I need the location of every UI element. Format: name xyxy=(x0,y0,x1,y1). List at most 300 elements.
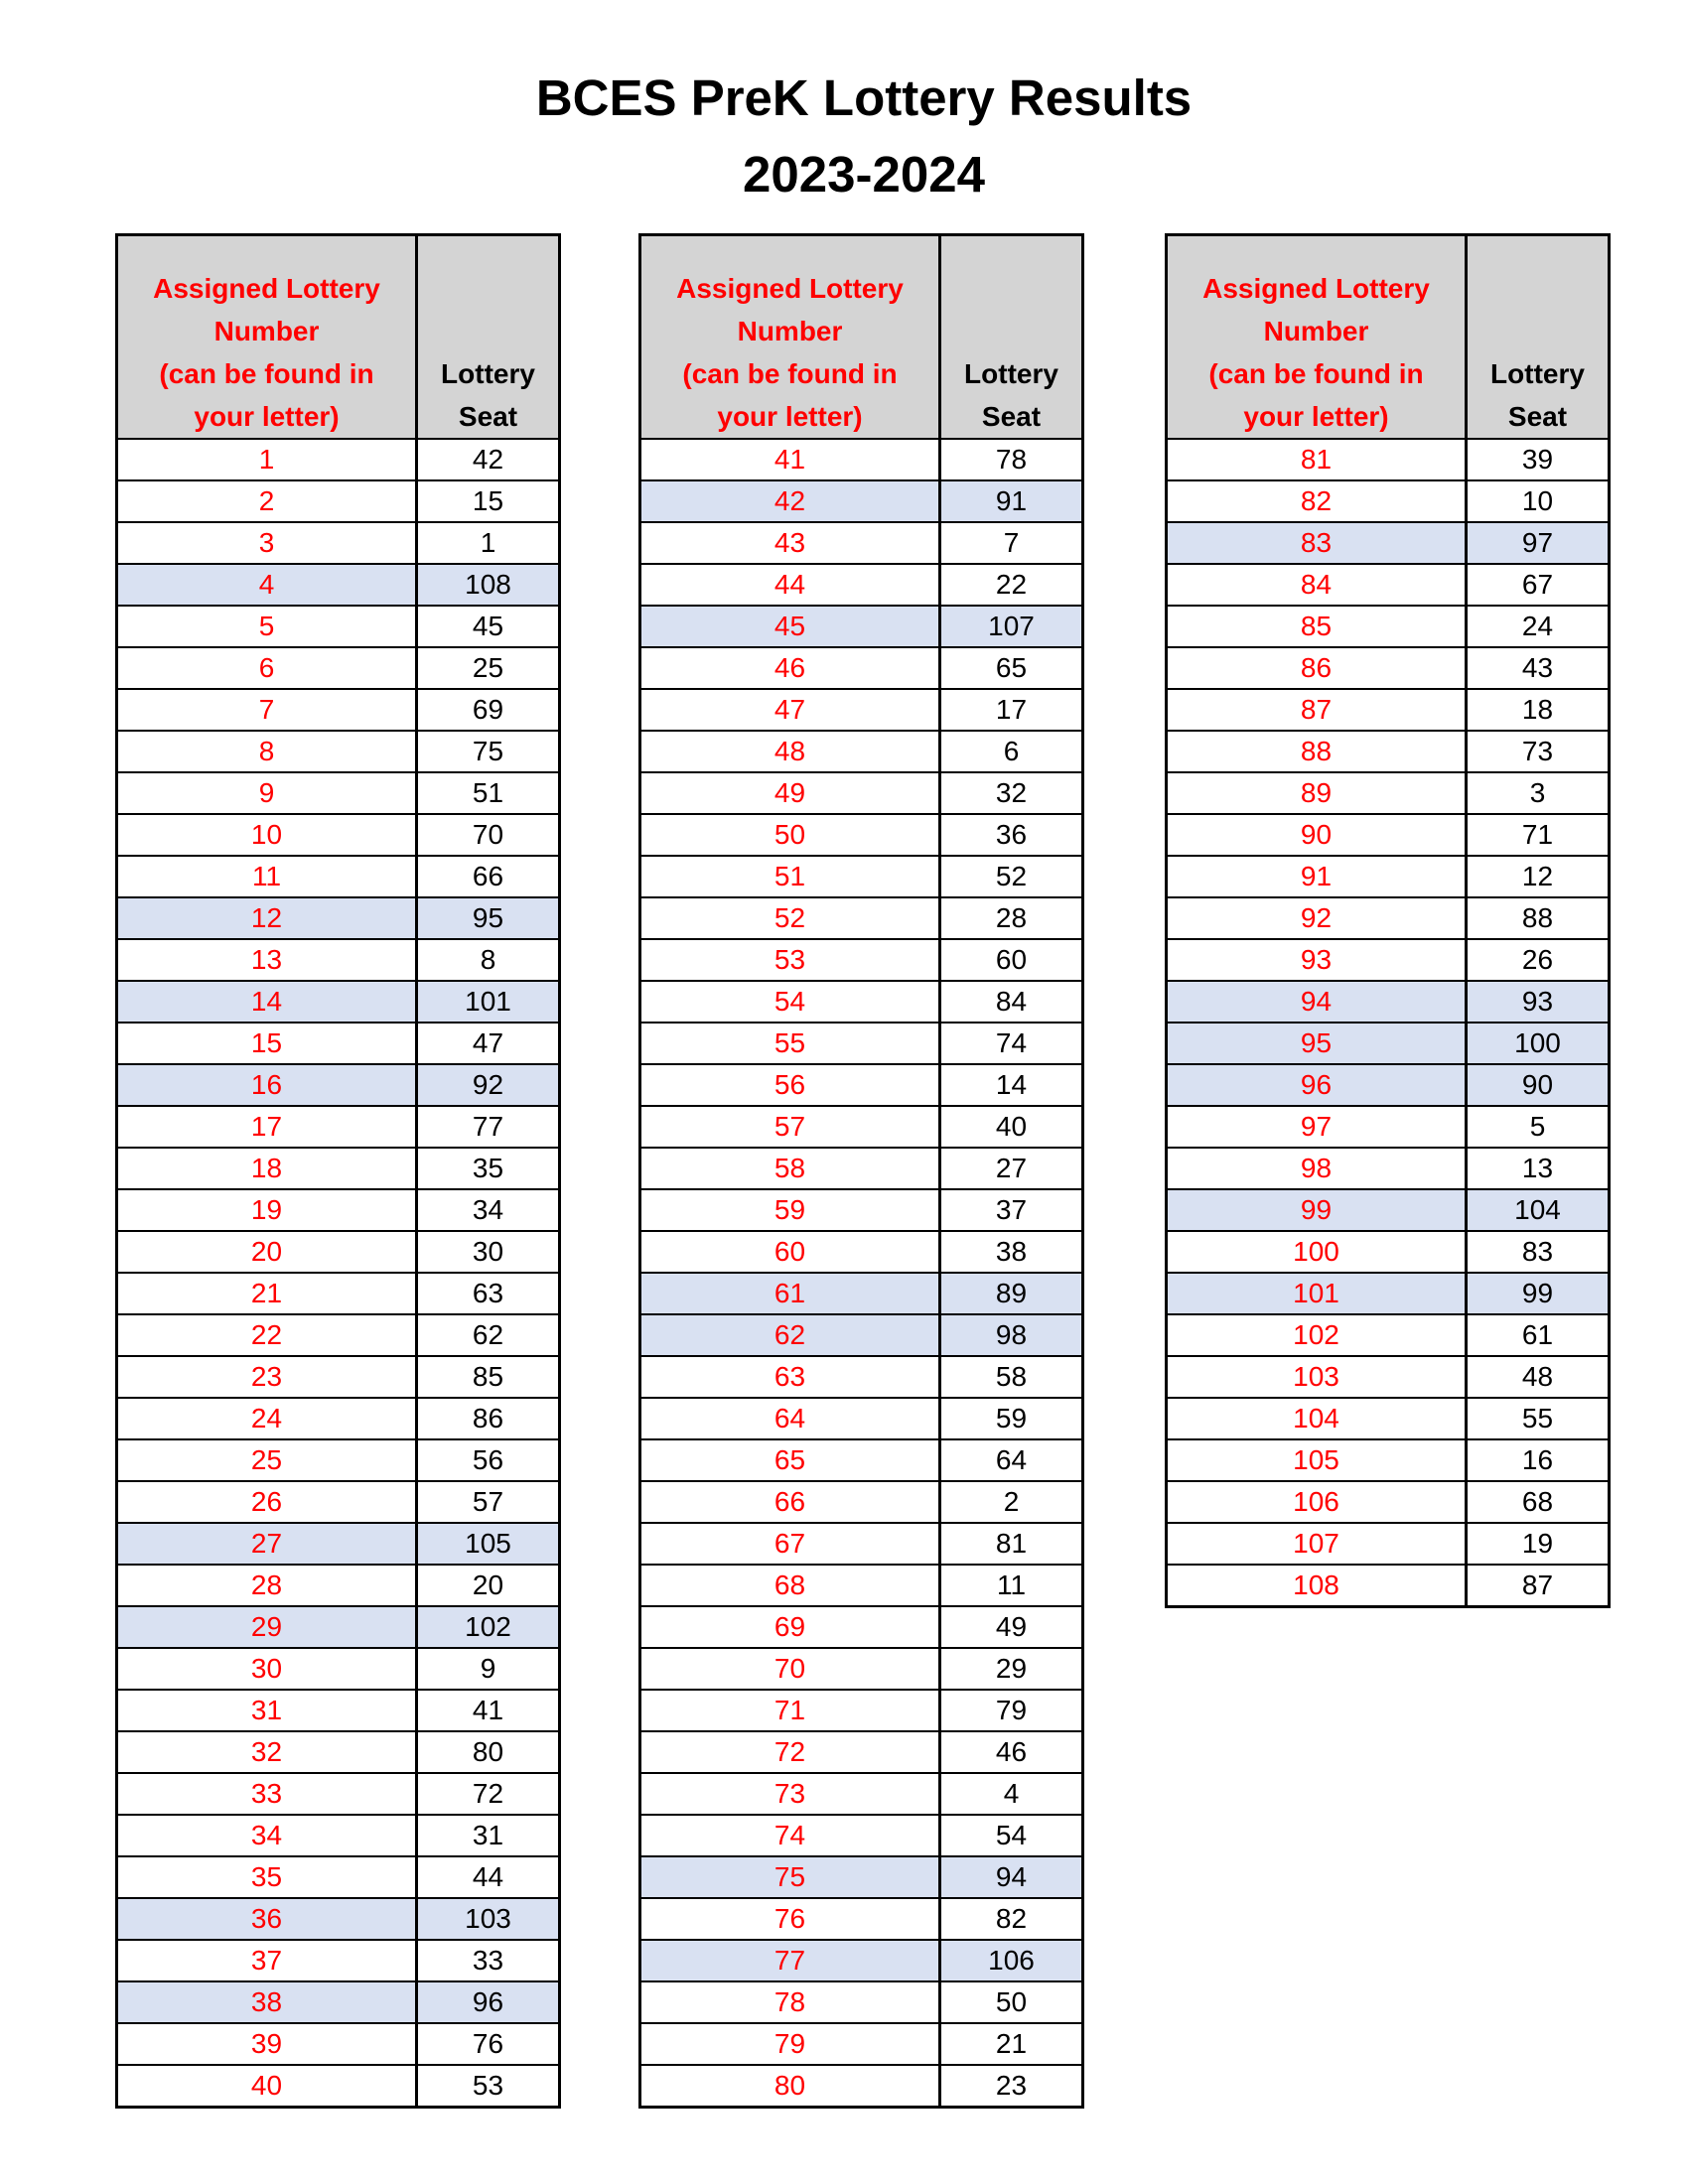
assigned-number-cell: 51 xyxy=(640,856,940,897)
table-row xyxy=(640,1398,1083,1439)
table-row xyxy=(640,731,1083,772)
table-row xyxy=(117,981,560,1023)
lottery-seat-cell: 41 xyxy=(417,1690,560,1731)
table-row xyxy=(117,1565,560,1606)
lottery-seat-cell: 61 xyxy=(1467,1314,1610,1356)
table-row xyxy=(1167,772,1610,814)
lottery-seat-cell: 12 xyxy=(1467,856,1610,897)
lottery-seat-cell: 104 xyxy=(1467,1189,1610,1231)
table-row xyxy=(640,1940,1083,1981)
assigned-number-cell: 50 xyxy=(640,814,940,856)
table-row xyxy=(117,1773,560,1815)
table-row xyxy=(640,939,1083,981)
table-row xyxy=(640,1273,1083,1314)
lottery-seat-cell: 90 xyxy=(1467,1064,1610,1106)
assigned-number-cell: 38 xyxy=(117,1981,417,2023)
lottery-seat-cell: 81 xyxy=(940,1523,1083,1565)
lottery-seat-cell: 37 xyxy=(940,1189,1083,1231)
table-row xyxy=(117,731,560,772)
table-row xyxy=(640,606,1083,647)
lottery-seat-cell: 10 xyxy=(1467,480,1610,522)
lottery-seat-cell: 16 xyxy=(1467,1439,1610,1481)
header-line: Number xyxy=(213,316,320,346)
table-row xyxy=(640,1523,1083,1565)
assigned-number-cell: 66 xyxy=(640,1481,940,1523)
header-line: Lottery xyxy=(964,358,1058,389)
lottery-seat-cell: 82 xyxy=(940,1898,1083,1940)
lottery-seat-cell: 42 xyxy=(417,439,560,480)
assigned-number-cell: 31 xyxy=(117,1690,417,1731)
table-row xyxy=(117,814,560,856)
table-row xyxy=(117,1023,560,1064)
lottery-seat-cell: 84 xyxy=(940,981,1083,1023)
assigned-number-cell: 99 xyxy=(1167,1189,1467,1231)
table-row xyxy=(117,1856,560,1898)
table-row xyxy=(117,1898,560,1940)
table-row xyxy=(117,1481,560,1523)
assigned-number-cell: 14 xyxy=(117,981,417,1023)
table-row xyxy=(1167,480,1610,522)
assigned-number-cell: 96 xyxy=(1167,1064,1467,1106)
table-row xyxy=(117,647,560,689)
assigned-number-cell: 11 xyxy=(117,856,417,897)
lottery-seat-cell: 97 xyxy=(1467,522,1610,564)
lottery-seat-cell: 91 xyxy=(940,480,1083,522)
page-subtitle-year: 2023-2024 xyxy=(743,146,985,203)
table-row xyxy=(1167,1064,1610,1106)
table-row xyxy=(117,606,560,647)
lottery-seat-cell: 49 xyxy=(940,1606,1083,1648)
lottery-seat-cell: 54 xyxy=(940,1815,1083,1856)
lottery-seat-cell: 70 xyxy=(417,814,560,856)
assigned-number-cell: 2 xyxy=(117,480,417,522)
lottery-seat-cell: 17 xyxy=(940,689,1083,731)
assigned-number-cell: 18 xyxy=(117,1148,417,1189)
assigned-number-cell: 65 xyxy=(640,1439,940,1481)
assigned-number-cell: 84 xyxy=(1167,564,1467,606)
assigned-number-cell: 58 xyxy=(640,1148,940,1189)
assigned-number-cell: 19 xyxy=(117,1189,417,1231)
table-row xyxy=(640,981,1083,1023)
assigned-number-cell: 90 xyxy=(1167,814,1467,856)
assigned-number-cell: 71 xyxy=(640,1690,940,1731)
assigned-number-cell: 108 xyxy=(1167,1565,1467,1607)
lottery-seat-cell: 89 xyxy=(940,1273,1083,1314)
table-row xyxy=(640,1064,1083,1106)
table-row xyxy=(117,1439,560,1481)
lottery-table-3 xyxy=(1165,233,1611,1608)
table-row xyxy=(1167,1565,1610,1607)
assigned-number-cell: 43 xyxy=(640,522,940,564)
table-row xyxy=(640,1481,1083,1523)
lottery-seat-cell: 13 xyxy=(1467,1148,1610,1189)
table-row xyxy=(640,1690,1083,1731)
table-row xyxy=(117,1231,560,1273)
table-row xyxy=(640,522,1083,564)
table-row xyxy=(117,1273,560,1314)
table-row xyxy=(1167,1523,1610,1565)
table-row xyxy=(640,1023,1083,1064)
header-line: Seat xyxy=(458,401,518,432)
assigned-number-cell: 98 xyxy=(1167,1148,1467,1189)
lottery-seat-cell: 102 xyxy=(417,1606,560,1648)
lottery-seat-cell: 73 xyxy=(1467,731,1610,772)
lottery-seat-cell: 48 xyxy=(1467,1356,1610,1398)
assigned-number-cell: 100 xyxy=(1167,1231,1467,1273)
table-row xyxy=(640,1314,1083,1356)
assigned-number-cell: 105 xyxy=(1167,1439,1467,1481)
assigned-number-cell: 104 xyxy=(1167,1398,1467,1439)
lottery-seat-cell: 33 xyxy=(417,1940,560,1981)
assigned-number-cell: 77 xyxy=(640,1940,940,1981)
table-row xyxy=(1167,1231,1610,1273)
table-row xyxy=(640,1189,1083,1231)
assigned-number-cell: 94 xyxy=(1167,981,1467,1023)
lottery-seat-cell: 50 xyxy=(940,1981,1083,2023)
lottery-seat-cell: 108 xyxy=(417,564,560,606)
lottery-seat-cell: 36 xyxy=(940,814,1083,856)
lottery-seat-cell: 106 xyxy=(940,1940,1083,1981)
header-line: Assigned Lottery xyxy=(1202,273,1430,304)
assigned-number-cell: 3 xyxy=(117,522,417,564)
assigned-number-cell: 68 xyxy=(640,1565,940,1606)
assigned-number-cell: 27 xyxy=(117,1523,417,1565)
lottery-seat-cell: 53 xyxy=(417,2065,560,2108)
lottery-seat-cell: 62 xyxy=(417,1314,560,1356)
assigned-number-cell: 30 xyxy=(117,1648,417,1690)
assigned-number-cell: 21 xyxy=(117,1273,417,1314)
assigned-number-cell: 36 xyxy=(117,1898,417,1940)
assigned-number-cell: 53 xyxy=(640,939,940,981)
table-row xyxy=(640,689,1083,731)
table-row xyxy=(117,1940,560,1981)
header-line: Lottery xyxy=(441,358,535,389)
table-row xyxy=(640,647,1083,689)
assigned-number-cell: 89 xyxy=(1167,772,1467,814)
header-line: Number xyxy=(1263,316,1369,346)
table-row xyxy=(1167,1356,1610,1398)
table-row xyxy=(1167,1106,1610,1148)
table-row xyxy=(640,2065,1083,2108)
assigned-number-cell: 85 xyxy=(1167,606,1467,647)
header-line: Assigned Lottery xyxy=(153,273,380,304)
table-row xyxy=(640,1731,1083,1773)
assigned-number-cell: 46 xyxy=(640,647,940,689)
table-row xyxy=(117,522,560,564)
assigned-number-cell: 57 xyxy=(640,1106,940,1148)
lottery-seat-cell: 3 xyxy=(1467,772,1610,814)
assigned-number-cell: 102 xyxy=(1167,1314,1467,1356)
lottery-seat-cell: 80 xyxy=(417,1731,560,1773)
lottery-seat-cell: 24 xyxy=(1467,606,1610,647)
assigned-number-cell: 80 xyxy=(640,2065,940,2108)
lottery-seat-cell: 44 xyxy=(417,1856,560,1898)
table-row xyxy=(117,1815,560,1856)
table-row xyxy=(1167,522,1610,564)
lottery-seat-cell: 85 xyxy=(417,1356,560,1398)
assigned-number-cell: 47 xyxy=(640,689,940,731)
table-row xyxy=(640,1565,1083,1606)
lottery-seat-cell: 7 xyxy=(940,522,1083,564)
table-row xyxy=(640,1856,1083,1898)
assigned-number-cell: 10 xyxy=(117,814,417,856)
table-row xyxy=(117,1314,560,1356)
lottery-seat-cell: 38 xyxy=(940,1231,1083,1273)
lottery-seat-cell: 103 xyxy=(417,1898,560,1940)
table-row xyxy=(1167,731,1610,772)
assigned-number-cell: 52 xyxy=(640,897,940,939)
table-row xyxy=(117,480,560,522)
assigned-number-cell: 69 xyxy=(640,1606,940,1648)
table-row xyxy=(1167,1481,1610,1523)
lottery-seat-cell: 101 xyxy=(417,981,560,1023)
lottery-seat-cell: 67 xyxy=(1467,564,1610,606)
table-row xyxy=(1167,439,1610,480)
assigned-number-cell: 40 xyxy=(117,2065,417,2108)
assigned-number-cell: 7 xyxy=(117,689,417,731)
header-line: (can be found in xyxy=(682,358,898,389)
lottery-table-2 xyxy=(638,233,1084,2109)
lottery-seat-cell: 76 xyxy=(417,2023,560,2065)
lottery-seat-cell: 74 xyxy=(940,1023,1083,1064)
assigned-number-cell: 103 xyxy=(1167,1356,1467,1398)
table-row xyxy=(1167,814,1610,856)
table-row xyxy=(1167,856,1610,897)
table-row xyxy=(1167,689,1610,731)
assigned-number-cell: 24 xyxy=(117,1398,417,1439)
table-row xyxy=(1167,1023,1610,1064)
assigned-number-cell: 22 xyxy=(117,1314,417,1356)
assigned-number-cell: 42 xyxy=(640,480,940,522)
assigned-number-cell: 45 xyxy=(640,606,940,647)
assigned-number-cell: 35 xyxy=(117,1856,417,1898)
assigned-number-cell: 97 xyxy=(1167,1106,1467,1148)
lottery-seat-cell: 35 xyxy=(417,1148,560,1189)
lottery-seat-cell: 2 xyxy=(940,1481,1083,1523)
assigned-number-cell: 70 xyxy=(640,1648,940,1690)
lottery-seat-cell: 57 xyxy=(417,1481,560,1523)
table-row xyxy=(640,564,1083,606)
assigned-number-cell: 25 xyxy=(117,1439,417,1481)
lottery-seat-cell: 72 xyxy=(417,1773,560,1815)
table-row xyxy=(640,897,1083,939)
lottery-seat-cell: 46 xyxy=(940,1731,1083,1773)
lottery-seat-cell: 75 xyxy=(417,731,560,772)
assigned-number-cell: 28 xyxy=(117,1565,417,1606)
assigned-number-cell: 44 xyxy=(640,564,940,606)
table-row xyxy=(640,1356,1083,1398)
assigned-number-cell: 33 xyxy=(117,1773,417,1815)
assigned-number-cell: 86 xyxy=(1167,647,1467,689)
lottery-seat-cell: 63 xyxy=(417,1273,560,1314)
table-row xyxy=(640,814,1083,856)
table-row xyxy=(1167,1189,1610,1231)
lottery-seat-cell: 4 xyxy=(940,1773,1083,1815)
lottery-seat-cell: 94 xyxy=(940,1856,1083,1898)
assigned-number-cell: 81 xyxy=(1167,439,1467,480)
lottery-seat-cell: 15 xyxy=(417,480,560,522)
lottery-seat-cell: 19 xyxy=(1467,1523,1610,1565)
table-row xyxy=(640,1981,1083,2023)
table-row xyxy=(117,2065,560,2108)
assigned-number-cell: 49 xyxy=(640,772,940,814)
lottery-table-1 xyxy=(115,233,561,2109)
lottery-seat-cell: 52 xyxy=(940,856,1083,897)
lottery-seat-cell: 58 xyxy=(940,1356,1083,1398)
assigned-number-cell: 37 xyxy=(117,1940,417,1981)
table-row xyxy=(117,1064,560,1106)
table-header-row xyxy=(640,235,1083,440)
lottery-seat-cell: 8 xyxy=(417,939,560,981)
table-row xyxy=(1167,1439,1610,1481)
lottery-seat-cell: 40 xyxy=(940,1106,1083,1148)
assigned-number-cell: 88 xyxy=(1167,731,1467,772)
header-line: your letter) xyxy=(717,401,863,432)
table-row xyxy=(1167,564,1610,606)
assigned-number-cell: 32 xyxy=(117,1731,417,1773)
assigned-number-cell: 39 xyxy=(117,2023,417,2065)
table-row xyxy=(1167,939,1610,981)
assigned-number-cell: 15 xyxy=(117,1023,417,1064)
lottery-seat-cell: 100 xyxy=(1467,1023,1610,1064)
assigned-number-cell: 75 xyxy=(640,1856,940,1898)
header-line: your letter) xyxy=(1243,401,1389,432)
table-row xyxy=(117,1690,560,1731)
assigned-number-header xyxy=(640,235,940,440)
lottery-seat-cell: 29 xyxy=(940,1648,1083,1690)
lottery-seat-cell: 60 xyxy=(940,939,1083,981)
assigned-number-cell: 91 xyxy=(1167,856,1467,897)
lottery-seat-cell: 99 xyxy=(1467,1273,1610,1314)
lottery-seat-cell: 69 xyxy=(417,689,560,731)
lottery-seat-cell: 83 xyxy=(1467,1231,1610,1273)
assigned-number-cell: 76 xyxy=(640,1898,940,1940)
lottery-seat-cell: 65 xyxy=(940,647,1083,689)
table-row xyxy=(117,1648,560,1690)
header-line: (can be found in xyxy=(1208,358,1424,389)
table-row xyxy=(117,564,560,606)
assigned-number-cell: 9 xyxy=(117,772,417,814)
assigned-number-cell: 12 xyxy=(117,897,417,939)
lottery-seat-header xyxy=(1467,235,1610,440)
table-row xyxy=(640,1815,1083,1856)
table-row xyxy=(640,772,1083,814)
assigned-number-cell: 60 xyxy=(640,1231,940,1273)
assigned-number-cell: 55 xyxy=(640,1023,940,1064)
assigned-number-cell: 63 xyxy=(640,1356,940,1398)
assigned-number-cell: 107 xyxy=(1167,1523,1467,1565)
table-header-row xyxy=(117,235,560,440)
lottery-seat-cell: 34 xyxy=(417,1189,560,1231)
assigned-number-cell: 16 xyxy=(117,1064,417,1106)
assigned-number-cell: 101 xyxy=(1167,1273,1467,1314)
table-header-row xyxy=(1167,235,1610,440)
lottery-seat-cell: 20 xyxy=(417,1565,560,1606)
lottery-seat-cell: 77 xyxy=(417,1106,560,1148)
lottery-seat-cell: 5 xyxy=(1467,1106,1610,1148)
assigned-number-cell: 92 xyxy=(1167,897,1467,939)
table-row xyxy=(640,1898,1083,1940)
table-row xyxy=(117,1356,560,1398)
lottery-seat-cell: 6 xyxy=(940,731,1083,772)
assigned-number-cell: 62 xyxy=(640,1314,940,1356)
assigned-number-cell: 34 xyxy=(117,1815,417,1856)
lottery-seat-cell: 92 xyxy=(417,1064,560,1106)
assigned-number-cell: 61 xyxy=(640,1273,940,1314)
assigned-number-cell: 54 xyxy=(640,981,940,1023)
table-row xyxy=(117,939,560,981)
lottery-seat-cell: 27 xyxy=(940,1148,1083,1189)
table-row xyxy=(117,1189,560,1231)
table-row xyxy=(1167,647,1610,689)
assigned-number-cell: 106 xyxy=(1167,1481,1467,1523)
lottery-seat-header xyxy=(940,235,1083,440)
table-row xyxy=(117,1606,560,1648)
table-row xyxy=(640,1606,1083,1648)
table-row xyxy=(640,1106,1083,1148)
lottery-seat-cell: 11 xyxy=(940,1565,1083,1606)
lottery-seat-cell: 68 xyxy=(1467,1481,1610,1523)
header-line: Assigned Lottery xyxy=(676,273,904,304)
lottery-seat-cell: 23 xyxy=(940,2065,1083,2108)
assigned-number-cell: 26 xyxy=(117,1481,417,1523)
lottery-seat-cell: 21 xyxy=(940,2023,1083,2065)
table-row xyxy=(117,1106,560,1148)
assigned-number-cell: 78 xyxy=(640,1981,940,2023)
lottery-seat-cell: 51 xyxy=(417,772,560,814)
table-row xyxy=(640,1648,1083,1690)
header-line: Seat xyxy=(1507,401,1568,432)
table-row xyxy=(117,439,560,480)
lottery-seat-cell: 45 xyxy=(417,606,560,647)
assigned-number-cell: 5 xyxy=(117,606,417,647)
lottery-seat-cell: 31 xyxy=(417,1815,560,1856)
table-row xyxy=(1167,1314,1610,1356)
lottery-seat-cell: 28 xyxy=(940,897,1083,939)
header-line: Lottery xyxy=(1490,358,1585,389)
assigned-number-cell: 93 xyxy=(1167,939,1467,981)
lottery-seat-cell: 30 xyxy=(417,1231,560,1273)
assigned-number-cell: 73 xyxy=(640,1773,940,1815)
assigned-number-cell: 1 xyxy=(117,439,417,480)
table-row xyxy=(640,1773,1083,1815)
assigned-number-cell: 8 xyxy=(117,731,417,772)
lottery-seat-cell: 78 xyxy=(940,439,1083,480)
table-row xyxy=(640,439,1083,480)
table-row xyxy=(117,897,560,939)
lottery-seat-cell: 98 xyxy=(940,1314,1083,1356)
assigned-number-cell: 72 xyxy=(640,1731,940,1773)
header-line: Number xyxy=(737,316,843,346)
assigned-number-header xyxy=(1167,235,1467,440)
table-row xyxy=(640,480,1083,522)
table-row xyxy=(640,1231,1083,1273)
assigned-number-cell: 41 xyxy=(640,439,940,480)
lottery-seat-cell: 93 xyxy=(1467,981,1610,1023)
page-title: BCES PreK Lottery Results xyxy=(535,69,1193,126)
table-row xyxy=(117,1398,560,1439)
header-line: your letter) xyxy=(194,401,340,432)
lottery-seat-cell: 105 xyxy=(417,1523,560,1565)
table-row xyxy=(1167,606,1610,647)
lottery-seat-cell: 32 xyxy=(940,772,1083,814)
lottery-seat-cell: 56 xyxy=(417,1439,560,1481)
table-row xyxy=(117,1981,560,2023)
lottery-seat-header xyxy=(417,235,560,440)
assigned-number-cell: 56 xyxy=(640,1064,940,1106)
table-row xyxy=(1167,981,1610,1023)
assigned-number-cell: 17 xyxy=(117,1106,417,1148)
